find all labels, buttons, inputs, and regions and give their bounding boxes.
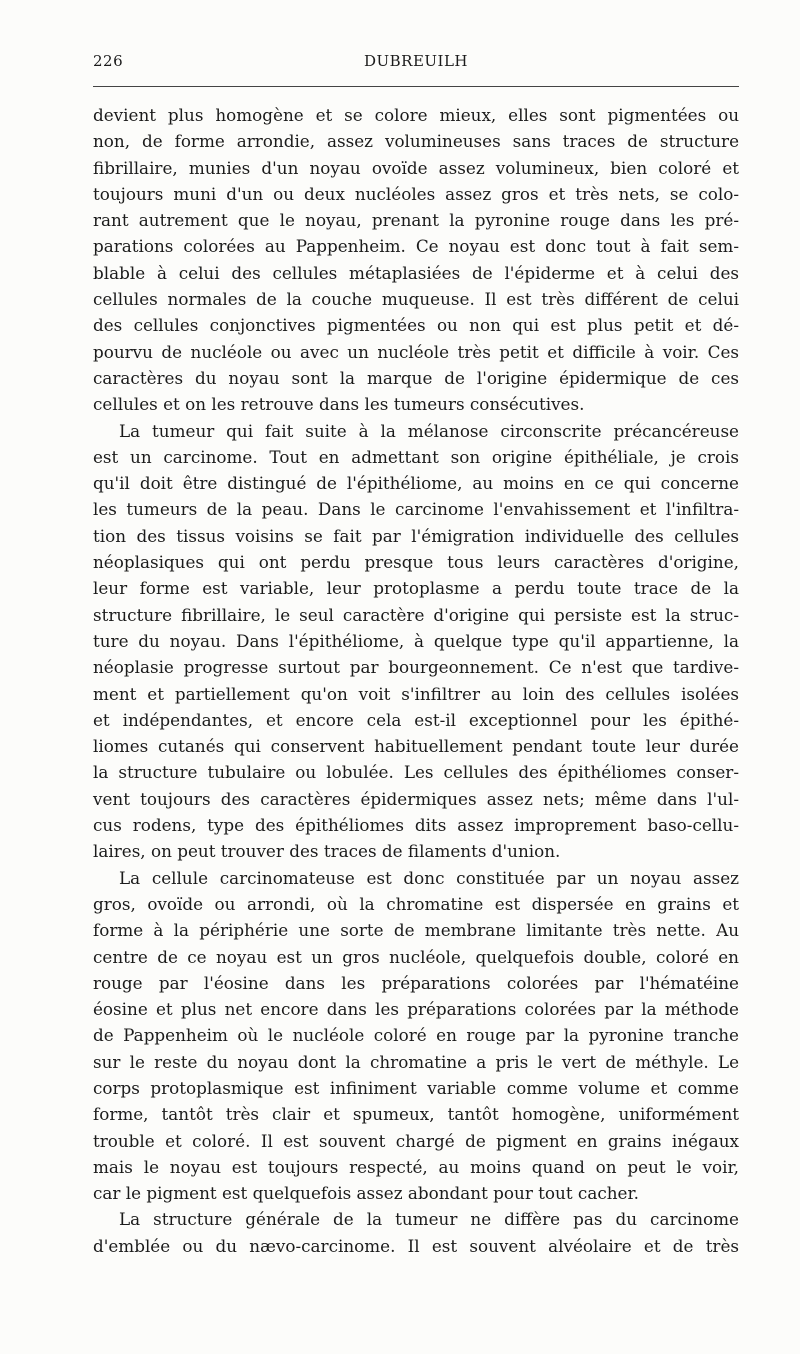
text-line: La structure générale de la tumeur ne diffère pas du carcinome <box>119 1209 739 1230</box>
text-line: cellules normales de la couche muqueuse. Il est très différent de celui <box>93 289 739 310</box>
text-line: forme à la périphérie une sorte de membrane limitante très nette. Au <box>93 920 739 941</box>
text-line: néoplasiques qui ont perdu presque tous leurs caractères d'origine, <box>93 552 739 573</box>
text-line: cellules et on les retrouve dans les tumeurs consécutives. <box>93 394 585 415</box>
text-line: pourvu de nucléole ou avec un nucléole très petit et difficile à voir. Ces <box>93 341 739 362</box>
paragraph <box>93 418 739 865</box>
text-line: tion des tissus voisins se fait par l'émigration individuelle des cellules <box>93 525 739 546</box>
paragraph <box>93 1206 739 1259</box>
text-line: ment et partiellement qu'on voit s'infiltrer au loin des cellules isolées <box>93 683 739 704</box>
text-line: caractères du noyau sont la marque de l'origine épidermique de ces <box>93 367 739 388</box>
text-line: gros, ovoïde ou arrondi, où la chromatine est dispersée en grains et <box>93 893 739 914</box>
text-line: des cellules conjonctives pigmentées ou non qui est plus petit et dé- <box>93 315 739 336</box>
text-line: de Pappenheim où le nucléole coloré en rouge par la pyronine tranche <box>93 1025 739 1046</box>
text-line: les tumeurs de la peau. Dans le carcinome l'envahissement et l'infiltra- <box>93 499 739 520</box>
text-line: corps protoplasmique est infiniment variable comme volume et comme <box>93 1077 739 1098</box>
paragraph <box>93 865 739 1207</box>
text-line: leur forme est variable, leur protoplasme a perdu toute trace de la <box>93 578 739 599</box>
text-line: d'emblée ou du nævo-carcinome. Il est souvent alvéolaire et de très <box>93 1235 739 1256</box>
text-line: car le pigment est quelquefois assez abondant pour tout cacher. <box>93 1183 639 1204</box>
text-line: devient plus homogène et se colore mieux, elles sont pigmentées ou <box>93 105 739 125</box>
header-rule <box>93 86 739 87</box>
text-line: laires, on peut trouver des traces de filaments d'union. <box>93 841 561 862</box>
text-line: et indépendantes, et encore cela est-il exceptionnel pour les épithé- <box>93 709 739 730</box>
text-line: fibrillaire, munies d'un noyau ovoïde assez volumineux, bien coloré et <box>93 157 739 178</box>
text-line: rouge par l'éosine dans les préparations colorées par l'hématéine <box>93 972 739 993</box>
text-line: trouble et coloré. Il est souvent chargé de pigment en grains inégaux <box>93 1130 739 1151</box>
text-line: rant autrement que le noyau, prenant la pyronine rouge dans les pré- <box>93 210 739 231</box>
text-line: éosine et plus net encore dans les préparations colorées par la méthode <box>93 999 739 1020</box>
text-line: mais le noyau est toujours respecté, au moins quand on peut le voir, <box>93 1156 739 1177</box>
text-line: centre de ce noyau est un gros nucléole, quelquefois double, coloré en <box>93 946 739 967</box>
running-title: DUBREUILH <box>363 52 469 70</box>
text-line: parations colorées au Pappenheim. Ce noyau est donc tout à fait sem- <box>93 236 739 257</box>
paragraph <box>93 102 739 418</box>
page <box>93 52 739 1259</box>
text-line: cus rodens, type des épithéliomes dits assez improprement baso-cellu- <box>93 815 739 836</box>
text-line: néoplasie progresse surtout par bourgeonnement. Ce n'est que tardive- <box>93 657 739 678</box>
text-line: liomes cutanés qui conservent habituellement pendant toute leur durée <box>93 736 739 757</box>
text-line: ture du noyau. Dans l'épithéliome, à quelque type qu'il appartienne, la <box>93 630 739 651</box>
text-line: non, de forme arrondie, assez volumineuses sans traces de structure <box>93 131 739 152</box>
text-line: blable à celui des cellules métaplasiées de l'épiderme et à celui des <box>93 262 739 283</box>
body-text <box>93 102 739 1259</box>
text-line: la structure tubulaire ou lobulée. Les cellules des épithéliomes conser- <box>93 762 739 783</box>
text-line: structure fibrillaire, le seul caractère d'origine qui persiste est la struc- <box>93 604 739 625</box>
text-line: La cellule carcinomateuse est donc constituée par un noyau assez <box>119 867 739 888</box>
text-line: forme, tantôt très clair et spumeux, tantôt homogène, uniformément <box>93 1104 739 1125</box>
text-line: qu'il doit être distingué de l'épithéliome, au moins en ce qui concerne <box>93 473 739 494</box>
text-line: sur le reste du noyau dont la chromatine a pris le vert de méthyle. Le <box>93 1051 739 1072</box>
text-line: La tumeur qui fait suite à la mélanose circonscrite précancéreuse <box>119 420 739 441</box>
running-head <box>93 52 739 74</box>
text-line: toujours muni d'un ou deux nucléoles assez gros et très nets, se colo- <box>93 183 739 204</box>
page-number: 226 <box>93 52 124 70</box>
text-line: vent toujours des caractères épidermiques assez nets; même dans l'ul- <box>93 788 739 809</box>
text-line: est un carcinome. Tout en admettant son origine épithéliale, je crois <box>93 446 739 467</box>
